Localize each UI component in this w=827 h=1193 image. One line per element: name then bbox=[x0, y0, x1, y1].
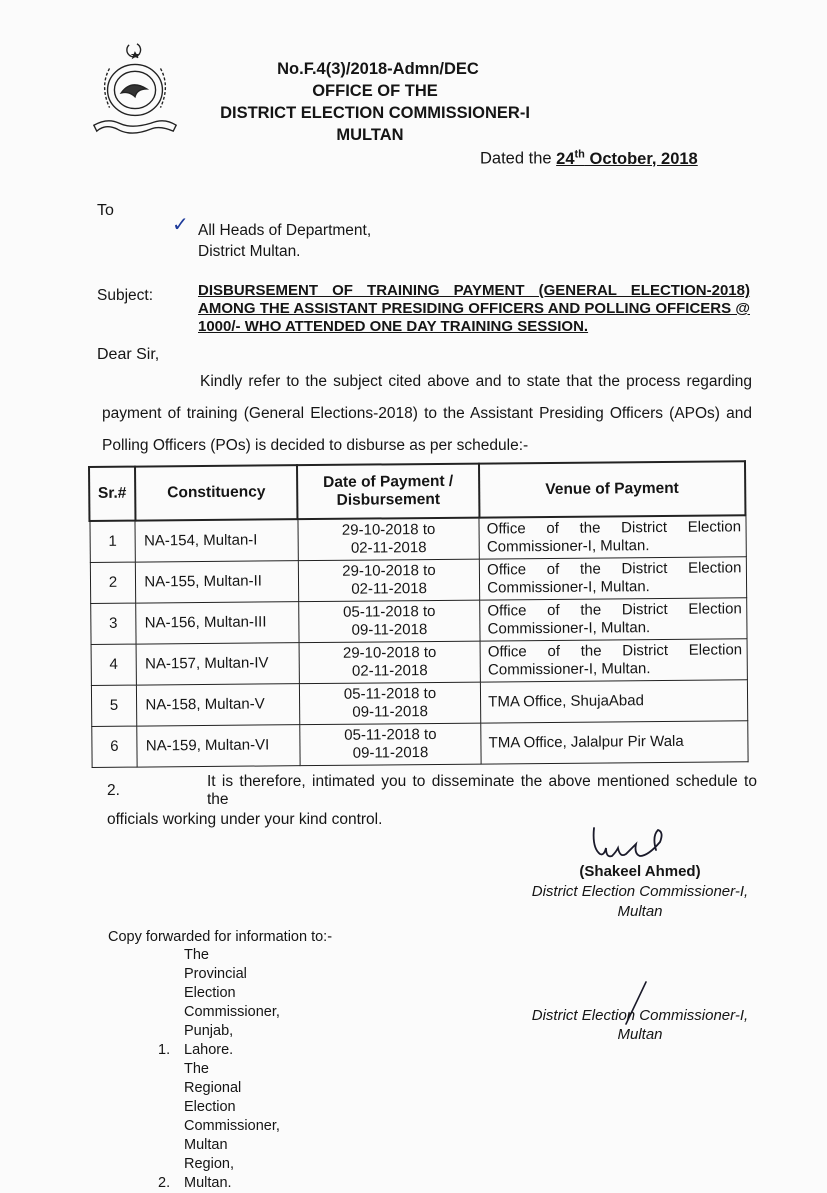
cell-venue bbox=[479, 515, 746, 559]
signatory-name: (Shakeel Ahmed) bbox=[579, 863, 701, 880]
venue-text: TMA Office, Jalalpur Pir Wala bbox=[488, 732, 684, 752]
subject-text: DISBURSEMENT OF TRAINING PAYMENT (GENERAL ELECTION-2018) AMONG THE ASSISTANT PRESIDING OFFICERS AND POLLING OFFICERS @ 1000/- WHO ATTENDED ONE DAY TRAINING SESSION. bbox=[198, 282, 750, 335]
office-title-line1: OFFICE OF THE bbox=[312, 82, 438, 100]
table-row bbox=[91, 721, 747, 768]
subject-label: Subject: bbox=[97, 287, 154, 304]
cell-constituency: NA-155, Multan-II bbox=[136, 561, 299, 603]
date-value: 24th October, 2018 bbox=[556, 148, 698, 168]
para2-line2: officials working under your kind control. bbox=[107, 811, 383, 828]
header-date: Date of Payment / Disbursement bbox=[297, 464, 479, 520]
election-commission-emblem-icon bbox=[86, 38, 184, 138]
table-row bbox=[90, 598, 746, 645]
signatory-place: Multan bbox=[617, 903, 663, 920]
cell-venue bbox=[481, 721, 748, 764]
cell-sr: 4 bbox=[91, 644, 137, 685]
table-header-row bbox=[89, 461, 745, 521]
table-row bbox=[91, 639, 747, 686]
cell-constituency: NA-154, Multan-I bbox=[135, 519, 298, 562]
cell-date: 05-11-2018 to 09-11-2018 bbox=[299, 600, 481, 643]
venue-line1: Office of the District Election bbox=[487, 600, 742, 620]
body-paragraph-1: Kindly refer to the subject cited above and to state that the process regarding payment of training (General Elections-2018) to the Assistant Presiding Officers (APOs) and Polling Officers (POs) is decided to disburse as per schedule:- bbox=[102, 373, 752, 454]
cell-constituency: NA-159, Multan-VI bbox=[137, 725, 300, 767]
venue-line1: Office of the District Election bbox=[487, 559, 742, 579]
table-row bbox=[90, 557, 746, 604]
header-constituency: Constituency bbox=[135, 465, 298, 520]
header-venue: Venue of Payment bbox=[479, 461, 746, 517]
cell-date: 29-10-2018 to 02-11-2018 bbox=[298, 518, 480, 561]
cell-date: 29-10-2018 to 02-11-2018 bbox=[299, 641, 481, 684]
signature-block bbox=[525, 862, 755, 922]
cell-constituency: NA-157, Multan-IV bbox=[136, 643, 299, 685]
venue-text: TMA Office, ShujaAbad bbox=[488, 692, 644, 711]
para2-line1: It is therefore, intimated you to disseminate the above mentioned schedule to the bbox=[207, 773, 757, 808]
header-sr: Sr.# bbox=[89, 467, 135, 521]
salutation: Dear Sir, bbox=[97, 346, 160, 363]
recipient-address bbox=[198, 220, 371, 262]
list-item: 2.The Regional Election Commissioner, Multan Region, Multan. bbox=[158, 1061, 280, 1191]
cell-sr: 1 bbox=[89, 521, 135, 563]
cell-venue bbox=[480, 598, 747, 641]
table-row bbox=[89, 515, 745, 562]
handwritten-signature bbox=[588, 818, 670, 864]
recipient-line2: District Multan. bbox=[198, 243, 301, 260]
document-date bbox=[480, 148, 698, 169]
venue-line1: Office of the District Election bbox=[487, 641, 743, 661]
cell-venue bbox=[480, 639, 747, 682]
table-row bbox=[91, 680, 747, 727]
signature-block-2 bbox=[520, 1006, 760, 1044]
to-label: To bbox=[97, 202, 114, 219]
para2-number: 2. bbox=[107, 782, 120, 799]
cell-date: 05-11-2018 to 09-11-2018 bbox=[299, 682, 481, 725]
cell-sr: 3 bbox=[90, 603, 136, 644]
signatory2-title: District Election Commissioner-I, bbox=[531, 1007, 749, 1024]
venue-line2: Commissioner-I, Multan. bbox=[486, 537, 650, 556]
venue-line2: Commissioner-I, Multan. bbox=[487, 578, 650, 597]
copy-list bbox=[158, 946, 280, 1193]
recipient-line1: All Heads of Department, bbox=[198, 222, 372, 239]
venue-line2: Commissioner-I, Multan. bbox=[487, 660, 651, 679]
cell-venue bbox=[480, 557, 747, 600]
cell-date: 05-11-2018 to 09-11-2018 bbox=[300, 723, 482, 766]
cell-constituency: NA-156, Multan-III bbox=[136, 602, 299, 644]
signatory-title: District Election Commissioner-I, bbox=[531, 883, 749, 900]
cell-sr: 2 bbox=[90, 562, 136, 603]
reference-number: No.F.4(3)/2018-Admn/DEC bbox=[277, 60, 479, 78]
cell-sr: 5 bbox=[91, 685, 137, 726]
date-prefix: Dated the bbox=[480, 149, 552, 168]
venue-line1: Office of the District Election bbox=[486, 518, 742, 538]
payment-schedule-table bbox=[88, 460, 749, 768]
office-title-line3: MULTAN bbox=[336, 126, 404, 144]
list-item: 1.The Provincial Election Commissioner, Punjab, Lahore. bbox=[158, 947, 280, 1058]
check-mark-icon: ✓ bbox=[172, 214, 189, 236]
copy-forwarded-label: Copy forwarded for information to:- bbox=[108, 929, 333, 945]
signatory2-place: Multan bbox=[617, 1026, 663, 1043]
cell-constituency: NA-158, Multan-V bbox=[137, 684, 300, 726]
office-title-line2: DISTRICT ELECTION COMMISSIONER-I bbox=[220, 104, 530, 122]
cell-sr: 6 bbox=[91, 726, 137, 767]
cell-venue bbox=[481, 680, 748, 723]
cell-date: 29-10-2018 to 02-11-2018 bbox=[298, 559, 480, 602]
venue-line2: Commissioner-I, Multan. bbox=[487, 619, 651, 638]
